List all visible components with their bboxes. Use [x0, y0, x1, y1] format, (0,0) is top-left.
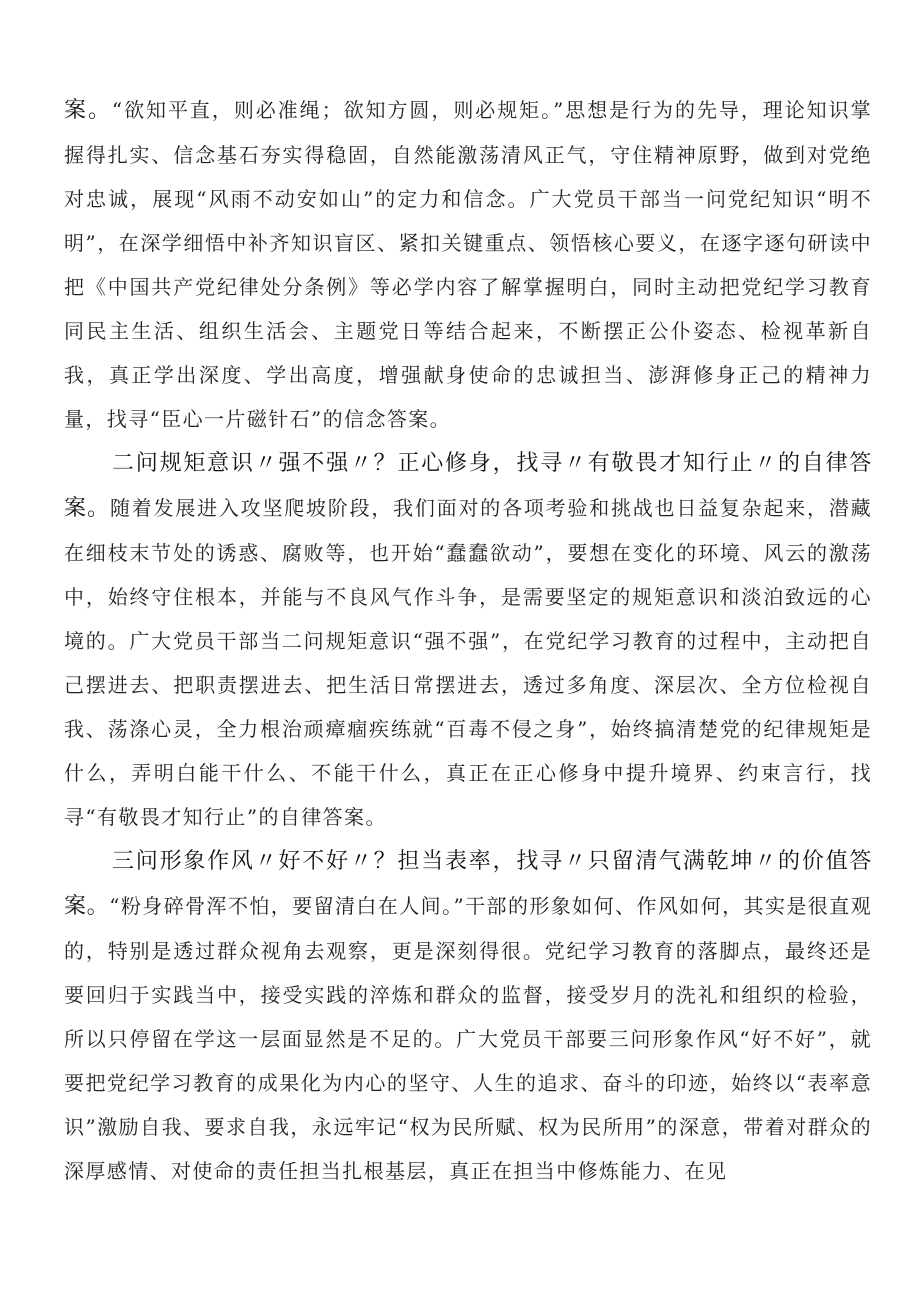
- paragraph-body-text: 随着发展进入攻坚爬坡阶段，我们面对的各项考验和挑战也日益复杂起来，潜藏在细枝末节处的诱惑、腐败等，也开始“蠢蠢欲动”，要想在变化的环境、风云的激荡中，始终守住根本，并能与不良风气作斗争，是需要坚定的规矩意识和淡泊致远的心境的。广大党员干部当二问规矩意识“强不强”，在党纪学习教育的过程中，主动把自己摆进去、把职责摆进去、把生活日常摆进去，透过多角度、深层次、全方位检视自我、荡涤心灵，全力根治顽瘴痼疾练就“百毒不侵之身”，始终搞清楚党的纪律规矩是什么，弄明白能干什么、不能干什么，真正在正心修身中提升境界、约束言行，找寻“有敬畏才知行止”的自律答案。: [64, 496, 872, 829]
- paragraph-body-text: “欲知平直，则必准绳；欲知方圆，则必规矩。”思想是行为的先导，理论知识掌握得扎实、信念基石夯实得稳固，自然能激荡清风正气，守住精神原野，做到对党绝对忠诚，展现“风雨不动安如山”的定力和信念。广大党员干部当一问党纪知识“明不明”，在深学细悟中补齐知识盲区、紧扣关键重点、领悟核心要义，在逐字逐句研读中把《中国共产党纪律处分条例》等必学内容了解掌握明白，同时主动把党纪学习教育同民主生活、组织生活会、主题党日等结合起来，不断摆正公仆姿态、检视革新自我，真正学出深度、学出高度，增强献身使命的忠诚担当、澎湃修身正己的精神力量，找寻“臣心一片磁针石”的信念答案。: [64, 98, 872, 431]
- paragraph-continuation: [64, 88, 872, 441]
- section-heading: 三问形象作风〃好不好〃？担当表率，找寻〃只留清气满乾坤〃的价值答案。: [64, 849, 872, 919]
- paragraph-lead-text: 案。: [64, 98, 112, 123]
- paragraph-body-text: “粉身碎骨浑不怕，要留清白在人间。”干部的形象如何、作风如何，其实是很直观的，特别是透过群众视角去观察，更是深刻得很。党纪学习教育的落脚点，最终还是要回归于实践当中，接受实践的淬炼和群众的监督，接受岁月的洗礼和组织的检验，所以只停留在学这一层面显然是不足的。广大党员干部要三问形象作风“好不好”，就要把党纪学习教育的成果化为内心的坚守、人生的追求、奋斗的印迹，始终以“表率意识”激励自我、要求自我，永远牢记“权为民所赋、权为民所用”的深意，带着对群众的深厚感情、对使命的责任担当扎根基层，真正在担当中修炼能力、在见: [64, 894, 873, 1183]
- section-heading: 二问规矩意识〃强不强〃？正心修身，找寻〃有敬畏才知行止〃的自律答案。: [64, 451, 872, 521]
- paragraph-third-question: [64, 839, 872, 1193]
- paragraph-second-question: [64, 441, 872, 839]
